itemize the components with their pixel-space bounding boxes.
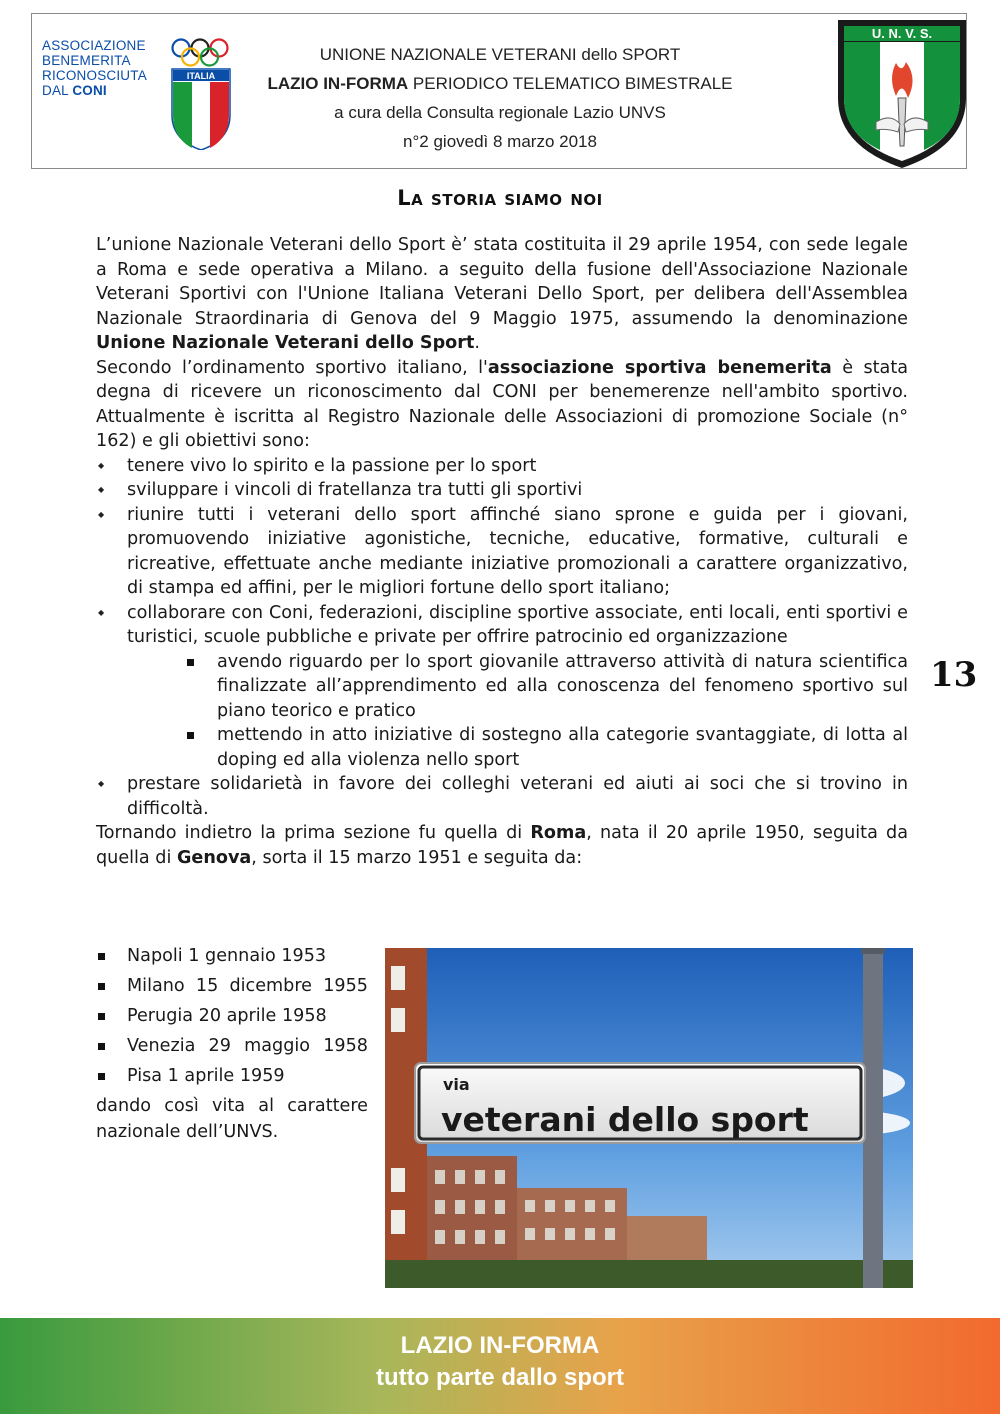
coni-line-3: RICONOSCIUTA <box>42 68 147 83</box>
unvs-label: U. N. V. S. <box>871 26 933 41</box>
coni-line-2: BENEMERITA <box>42 53 131 68</box>
masthead-line-2-bold: LAZIO IN-FORMA <box>267 74 409 93</box>
goal-item-text: collaborare con Coni, federazioni, discipline sportive associate, enti locali, enti sportivi e turistici, scuole pubbliche e private per offrire patrocinio ed organizzazione <box>127 602 908 647</box>
masthead-line-2 <box>230 69 770 98</box>
article-body <box>96 233 908 870</box>
coni-logo <box>42 35 232 150</box>
page-number: 13 <box>930 655 978 695</box>
goal-item: ◆ sviluppare i vincoli di fratellanza tra tutti gli sportivi <box>96 478 908 503</box>
paragraph-history <box>96 821 908 870</box>
subgoal-item: avendo riguardo per lo sport giovanile attraverso attività di natura scientifica finalizzate all’apprendimento ed alla conoscenza del fenomeno sportivo sul piano teorico e pratico <box>187 650 908 724</box>
history-text-c: , sorta il 15 marzo 1951 e seguita da: <box>251 847 583 868</box>
italia-label: ITALIA <box>186 71 216 81</box>
coni-line-4-bold: CONI <box>72 83 107 98</box>
footer-banner <box>0 1318 1000 1414</box>
goal-item: ◆ riunire tutti i veterani dello sport affinché siano sprone e guida per i giovani, promuovendo iniziative agonistiche, tecniche, educative, formative, culturali e ricreative, effettuate anche mediante iniziative promozionali a carattere organizzativo, di stampa ed affini, per le migliori fortune dello sport italiano; <box>96 503 908 601</box>
recognition-text-b: è stata degna di ricevere un riconoscimento dal CONI per benemerenze nell'ambito sportivo. Attualmente è iscritta al Registro Nazionale delle Associazioni di promozione Sociale (n° 162) e gli obiettivi sono: <box>96 357 909 451</box>
section-item: Milano 15 dicembre 1955 <box>96 973 368 999</box>
section-item: Pisa 1 aprile 1959 <box>96 1063 368 1089</box>
masthead-line-2-rest: PERIODICO TELEMATICO BIMESTRALE <box>408 74 733 93</box>
sections-list <box>96 943 368 1089</box>
masthead-line-4: n°2 giovedì 8 marzo 2018 <box>403 132 597 151</box>
footer-tagline: tutto parte dallo sport <box>376 1364 624 1391</box>
masthead-line-1: UNIONE NAZIONALE VETERANI dello SPORT <box>319 45 681 64</box>
coni-line-4-prefix: DAL <box>42 83 73 98</box>
goal-item <box>96 601 908 773</box>
masthead-text <box>230 40 770 156</box>
sign-main-text: veterani dello sport <box>441 1100 809 1139</box>
section-item: Napoli 1 gennaio 1953 <box>96 943 368 969</box>
history-text-a: Tornando indietro la prima sezione fu quella di <box>96 823 531 843</box>
street-sign-photo <box>385 948 913 1288</box>
goal-item: ◆ prestare solidarietà in favore dei colleghi veterani ed aiuti ai soci che si trovino in difficoltà. <box>96 772 908 821</box>
recognition-text-a: Secondo l’ordinamento sportivo italiano, l' <box>96 357 488 378</box>
closing-text: dando così vita al carattere nazionale dell’UNVS. <box>96 1096 368 1142</box>
paragraph-intro <box>96 233 908 356</box>
intro-end: . <box>474 333 480 353</box>
history-bold-genova: Genova <box>176 847 252 868</box>
subgoals-list <box>127 650 908 773</box>
goals-list <box>96 454 908 822</box>
intro-bold: Unione Nazionale Veterani dello Sport <box>96 333 475 353</box>
sign-small-text: via <box>443 1075 470 1094</box>
coni-line-1: ASSOCIAZIONE <box>42 38 146 53</box>
section-item: Perugia 20 aprile 1958 <box>96 1003 368 1029</box>
unvs-shield-logo <box>836 18 968 170</box>
sections-column <box>96 943 368 1145</box>
history-text-b: , nata il 20 aprile 1950, seguita da quella di <box>96 823 908 868</box>
history-bold-roma: Roma <box>530 823 587 843</box>
goal-item: ◆ tenere vivo lo spirito e la passione per lo sport <box>96 454 908 479</box>
section-item: Venezia 29 maggio 1958 <box>96 1033 368 1059</box>
recognition-bold: associazione sportiva benemerita <box>487 357 832 378</box>
subgoal-item: mettendo in atto iniziative di sostegno alla categorie svantaggiate, di lotta al doping ed alla violenza nello sport <box>187 723 908 772</box>
masthead-line-3: a cura della Consulta regionale Lazio UNVS <box>334 103 666 122</box>
street-sign-illustration <box>385 948 913 1288</box>
paragraph-recognition <box>96 356 908 454</box>
article-title: La storia siamo noi <box>397 186 603 210</box>
olympic-rings-shield-icon <box>42 35 232 150</box>
intro-text: L’unione Nazionale Veterani dello Sport è’ stata costituita il 29 aprile 1954, con sede legale a Roma e sede operativa a Milano. a seguito della fusione dell'Associazione Nazionale Veterani Sportivi con l'Unione Italiana Veterani Dello Sport, per delibera dell'Assemblea Nazionale Straordinaria di Genova del 9 Maggio 1975, assumendo la denominazione <box>96 235 908 329</box>
footer-title: LAZIO IN-FORMA <box>400 1332 600 1359</box>
